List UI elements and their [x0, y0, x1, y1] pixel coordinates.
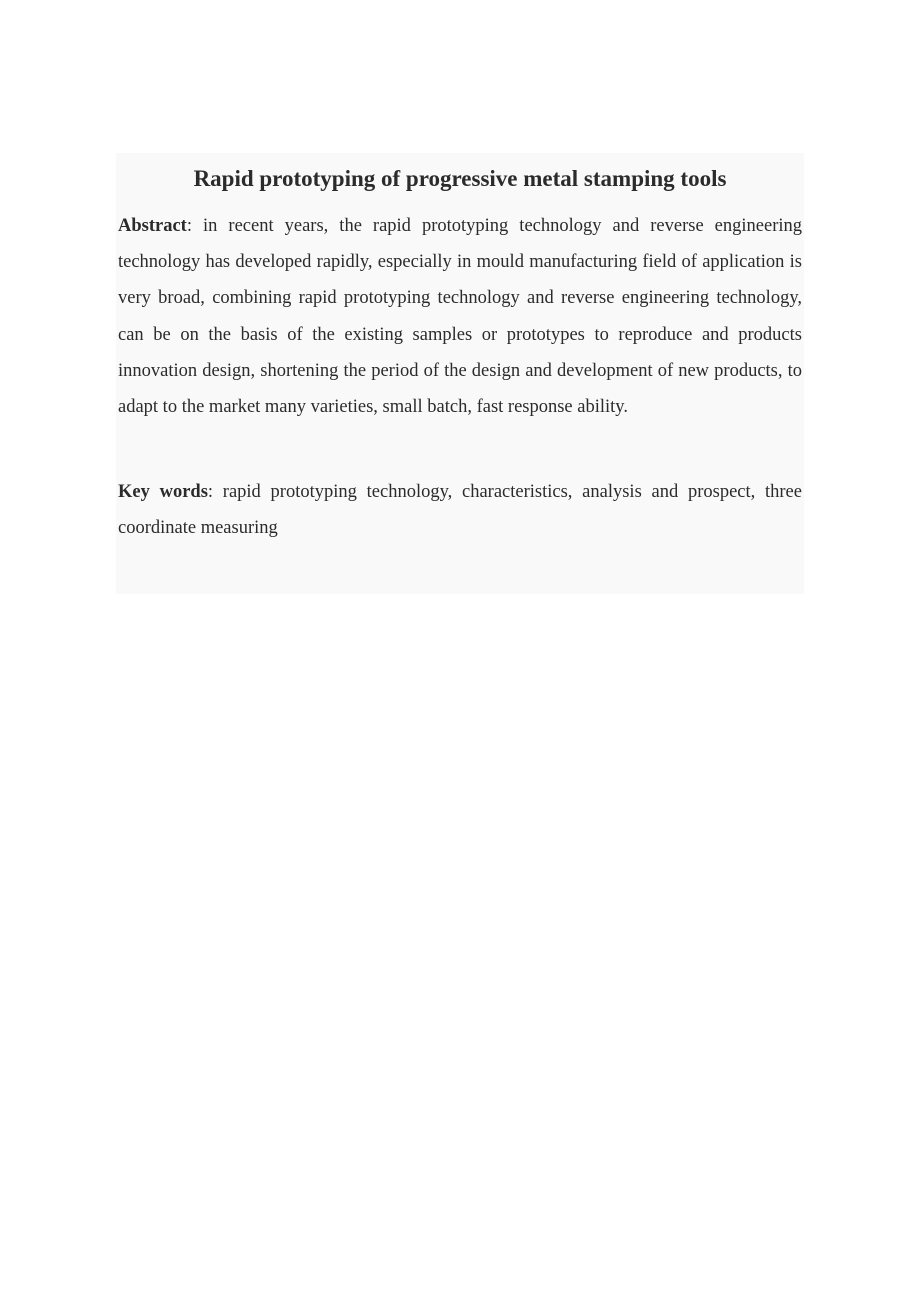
abstract-paragraph [118, 208, 802, 425]
keywords-label: Key words [118, 482, 208, 503]
keywords-text: rapid prototyping technology, characteristics, analysis and prospect, three coordinate measuring [118, 482, 802, 539]
keywords-separator: : [207, 482, 223, 503]
document-content [116, 153, 804, 594]
document-title: Rapid prototyping of progressive metal stamping tools [193, 166, 727, 191]
abstract-label: Abstract [118, 216, 187, 236]
keywords-paragraph [118, 474, 802, 546]
abstract-separator: : [186, 216, 204, 236]
abstract-text: in recent years, the rapid prototyping technology and reverse engineering technology has developed rapidly, especially in mould manufacturing field of application is very broad, combining rapid prototyping technology and reverse engineering technology, can be on the basis of the existing samples or prototypes to reproduce and products innovation design, shortening the period of the design and development of new products, to adapt to the market many varieties, small batch, fast response ability. [118, 216, 803, 418]
